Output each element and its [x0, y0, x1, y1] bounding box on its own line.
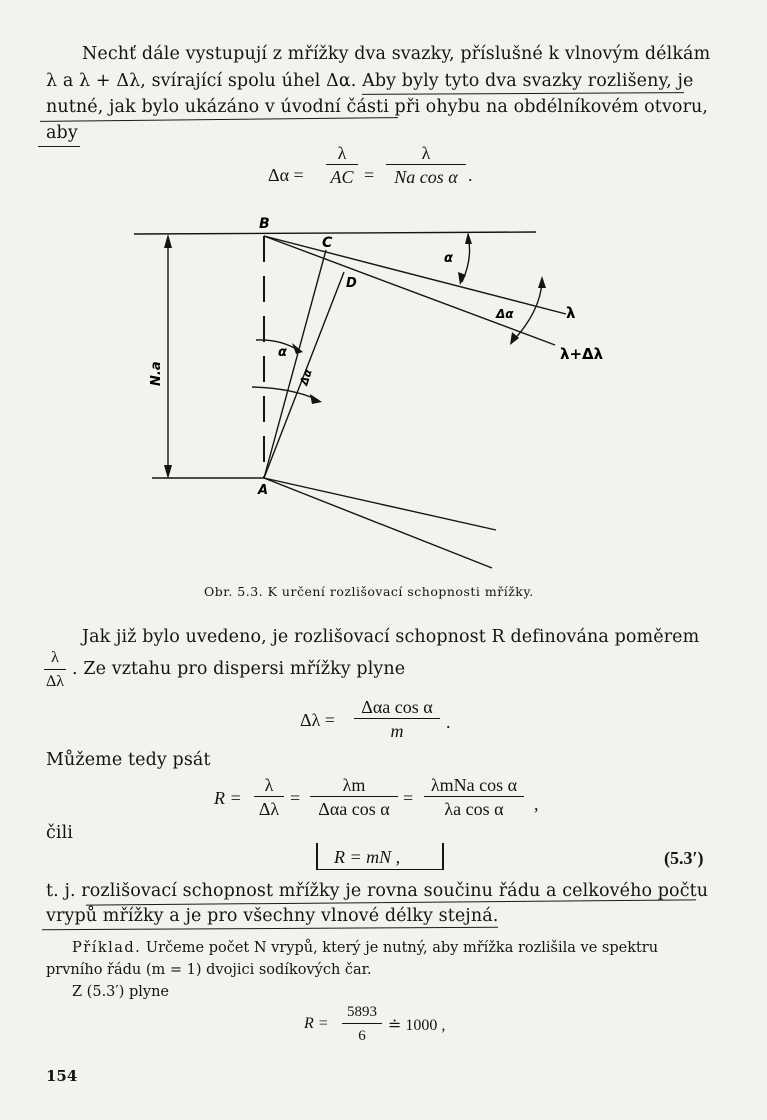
equation-3-fraction-2	[310, 775, 398, 819]
numerator: λ	[421, 143, 431, 163]
figure-caption: Obr. 5.3. K určení rozlišovací schopnosti mřížky.	[204, 584, 534, 599]
equation-2-fraction	[354, 697, 440, 741]
equation-4: R = mN ,	[334, 847, 401, 867]
equation-3-fraction-3	[424, 775, 524, 819]
paragraph-5-line-1: t. j. rozlišovací schopnost mřížky je rovna součinu řádu a celkového počtu	[46, 881, 709, 901]
equation-5-lhs: R =	[304, 1015, 329, 1032]
equation-3-lhs: R =	[214, 788, 242, 808]
denominator: Δαa cos α	[318, 799, 390, 819]
alpha-arc-left	[256, 340, 298, 350]
dalpha-arc-left	[252, 387, 318, 400]
label-dalpha-right: Δα	[496, 307, 514, 321]
arrowhead	[510, 332, 519, 345]
arrowhead	[164, 465, 172, 479]
equation-3-fraction-1	[254, 775, 284, 819]
label-A: A	[258, 483, 269, 498]
numerator: λ	[264, 775, 274, 795]
arrowhead	[538, 276, 546, 288]
numerator: 5893	[347, 1004, 377, 1020]
equation-5-fraction	[342, 1002, 382, 1046]
arrowhead	[310, 394, 322, 404]
arrowhead	[465, 232, 472, 244]
example-line-2: prvního řádu (m = 1) dvojici sodíkových čar.	[46, 962, 372, 978]
equation-1-equals: =	[364, 165, 375, 185]
equation-4-number: (5.3′)	[664, 848, 704, 868]
equation-5-rhs: ≐ 1000 ,	[388, 1017, 446, 1034]
paragraph-1-line-4: aby	[46, 123, 78, 143]
numerator: Δαa cos α	[361, 697, 433, 717]
paragraph-2-line-1: Jak již bylo uvedeno, je rozlišovací schopnost R definována poměrem	[82, 627, 700, 647]
numerator: λ	[51, 649, 59, 666]
denominator: AC	[330, 167, 354, 187]
label-lambda: λ	[566, 304, 576, 322]
lambda-over-dlambda	[44, 648, 66, 692]
label-dalpha-left: Δα	[297, 367, 315, 387]
paragraph-1-line-2: λ a λ + Δλ, svírající spolu úhel Δα. Aby byly tyto dva svazky rozlišeny, je	[46, 71, 694, 91]
example-line-3: Z (5.3′) plyne	[72, 984, 169, 1000]
line-A-C	[264, 250, 326, 478]
paragraph-3: Můžeme tedy psát	[46, 750, 211, 770]
top-line	[134, 232, 536, 234]
paragraph-2-line-2: . Ze vztahu pro dispersi mřížky plyne	[72, 659, 406, 679]
example-line-1-text: Určeme počet N vrypů, který je nutný, aby mřížka rozlišila ve spektru	[141, 940, 659, 956]
example-line-1	[72, 940, 658, 956]
denominator: λa cos α	[444, 799, 504, 819]
label-B: B	[259, 216, 270, 232]
equation-3-end: ,	[534, 794, 539, 814]
equation-3-equals-a: =	[290, 788, 301, 808]
numerator: λmNa cos α	[430, 775, 518, 795]
equation-2-lhs: Δλ =	[300, 710, 335, 730]
equation-1-lhs: Δα =	[268, 165, 304, 185]
paragraph-4: čili	[46, 823, 73, 843]
label-alpha-left: α	[278, 345, 287, 360]
arrowhead	[292, 343, 303, 354]
label-Na: N.a	[149, 361, 164, 386]
ray-lambda-dlambda	[264, 236, 555, 345]
equation-3-equals-b: =	[403, 788, 414, 808]
numerator: λ	[337, 143, 347, 163]
denominator: 6	[358, 1028, 366, 1044]
example-heading: Příklad.	[72, 940, 142, 956]
ray-lambda	[264, 236, 566, 314]
paragraph-1-line-1: Nechť dále vystupují z mřížky dva svazky, příslušné k vlnovým délkám	[82, 44, 711, 64]
label-D: D	[346, 276, 357, 291]
numerator: λm	[342, 775, 366, 795]
hand-underline	[42, 927, 498, 930]
dalpha-arc-right	[512, 282, 542, 342]
denominator: Na cos α	[394, 167, 458, 187]
denominator: Δλ	[258, 799, 280, 819]
label-C: C	[322, 235, 333, 251]
paragraph-5-line-2: vrypů mřížky a je pro všechny vlnové délky stejná.	[46, 906, 499, 926]
lower-ray-2	[264, 478, 492, 568]
paragraph-1-line-3: nutné, jak bylo ukázáno v úvodní části při ohybu na obdélníkovém otvoru,	[46, 97, 709, 117]
label-lambda-dlambda: λ+Δλ	[560, 345, 604, 363]
page-number: 154	[46, 1067, 78, 1085]
denominator: m	[390, 721, 404, 741]
label-alpha-right: α	[444, 251, 453, 266]
arrowhead	[164, 234, 172, 248]
equation-2-end: .	[446, 712, 451, 732]
denominator: Δλ	[45, 673, 65, 690]
lower-ray-1	[264, 478, 496, 530]
equation-1-end: .	[468, 165, 473, 185]
